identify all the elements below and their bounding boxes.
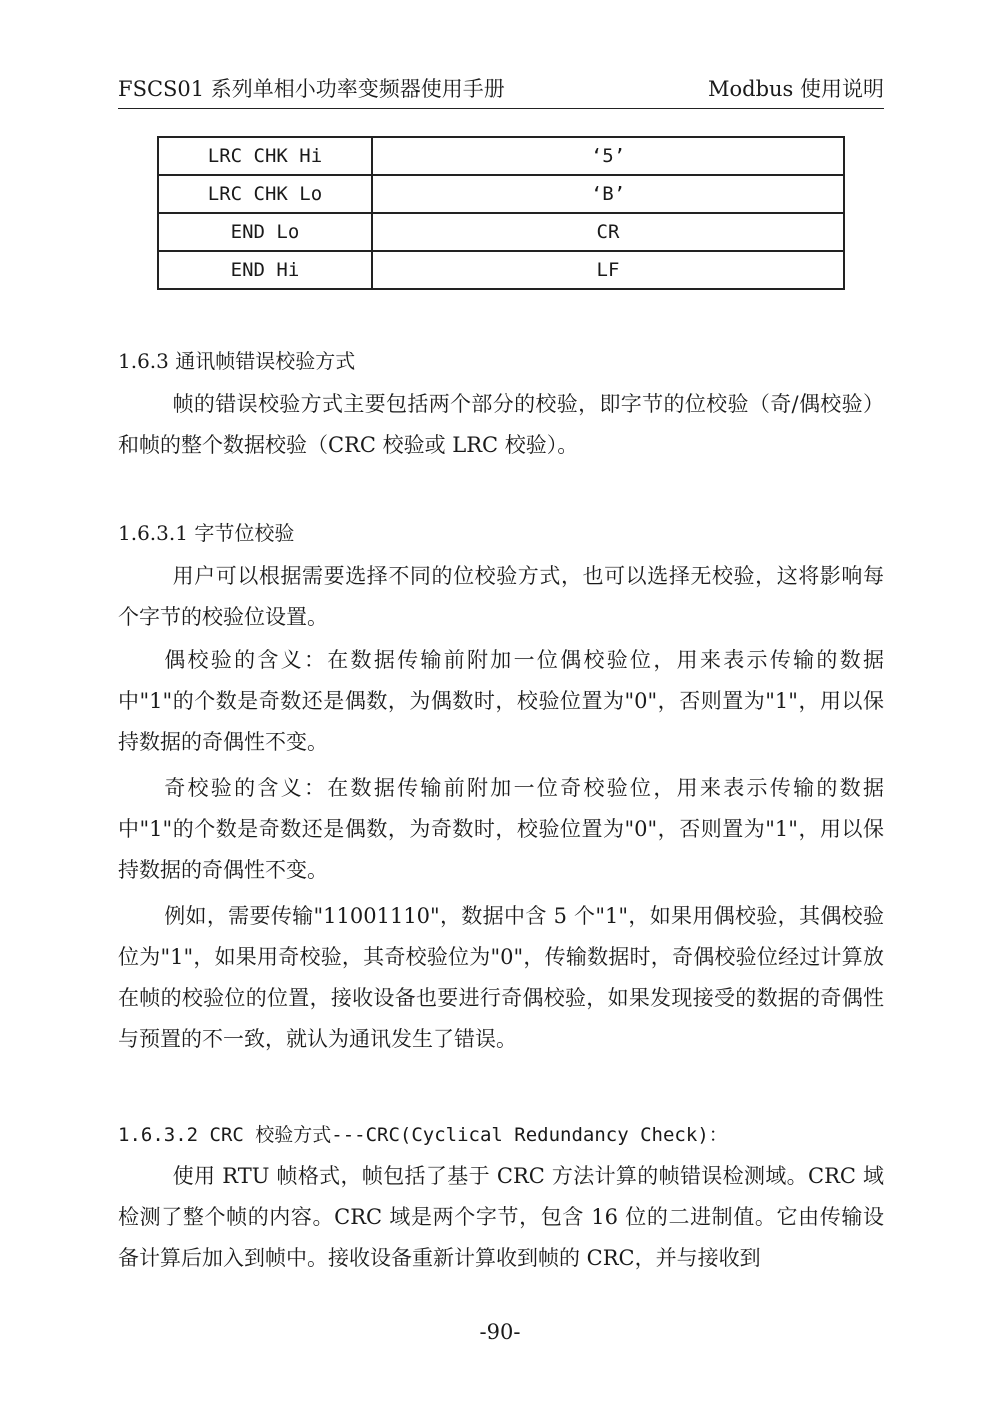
paragraph: 使用 RTU 帧格式，帧包括了基于 CRC 方法计算的帧错误检测域。CRC 域检测了整个帧的内容。CRC 域是两个字节，包含 16 位的二进制值。它由传输设备计算后加入到帧中。接收设备重新计算收到帧的 CRC，并与接收到 bbox=[118, 1164, 884, 1270]
section-heading-1-6-3-2: 1.6.3.2 CRC 校验方式---CRC(Cyclical Redundancy Check)： bbox=[118, 1124, 728, 1146]
field-cell: LRC CHK Lo bbox=[158, 175, 372, 213]
section-heading-1-6-3: 1.6.3 通讯帧错误校验方式 bbox=[118, 349, 356, 373]
value-cell: ‘B’ bbox=[372, 175, 844, 213]
page-header bbox=[118, 74, 884, 109]
paragraph: 奇校验的含义：在数据传输前附加一位奇校验位，用来表示传输的数据中"1"的个数是奇数还是偶数，为奇数时，校验位置为"0"，否则置为"1"，用以保持数据的奇偶性不变。 bbox=[118, 776, 884, 882]
lrc-frame-table bbox=[157, 136, 845, 290]
paragraph: 用户可以根据需要选择不同的位校验方式，也可以选择无校验，这将影响每个字节的校验位设置。 bbox=[118, 564, 884, 629]
value-cell: ‘5’ bbox=[372, 137, 844, 175]
field-cell: LRC CHK Hi bbox=[158, 137, 372, 175]
table-row bbox=[158, 175, 844, 213]
table-row bbox=[158, 213, 844, 251]
page-number: -90- bbox=[479, 1320, 521, 1344]
table-row bbox=[158, 251, 844, 289]
section-heading-1-6-3-1: 1.6.3.1 字节位校验 bbox=[118, 521, 295, 545]
value-cell: CR bbox=[372, 213, 844, 251]
chapter-title: Modbus 使用说明 bbox=[707, 77, 884, 101]
field-cell: END Lo bbox=[158, 213, 372, 251]
table-row bbox=[158, 137, 844, 175]
field-cell: END Hi bbox=[158, 251, 372, 289]
paragraph: 偶校验的含义：在数据传输前附加一位偶校验位，用来表示传输的数据中"1"的个数是奇数还是偶数，为偶数时，校验位置为"0"，否则置为"1"，用以保持数据的奇偶性不变。 bbox=[118, 648, 884, 754]
manual-title: FSCS01 系列单相小功率变频器使用手册 bbox=[118, 77, 505, 101]
paragraph: 例如，需要传输"11001110"，数据中含 5 个"1"，如果用偶校验，其偶校验位为"1"，如果用奇校验，其奇校验位为"0"，传输数据时，奇偶校验位经过计算放在帧的校验位的位置，接收设备也要进行奇偶校验，如果发现接受的数据的奇偶性与预置的不一致，就认为通讯发生了错误。 bbox=[118, 904, 884, 1051]
value-cell: LF bbox=[372, 251, 844, 289]
paragraph: 帧的错误校验方式主要包括两个部分的校验，即字节的位校验（奇/偶校验）和帧的整个数据校验（CRC 校验或 LRC 校验）。 bbox=[118, 392, 884, 457]
